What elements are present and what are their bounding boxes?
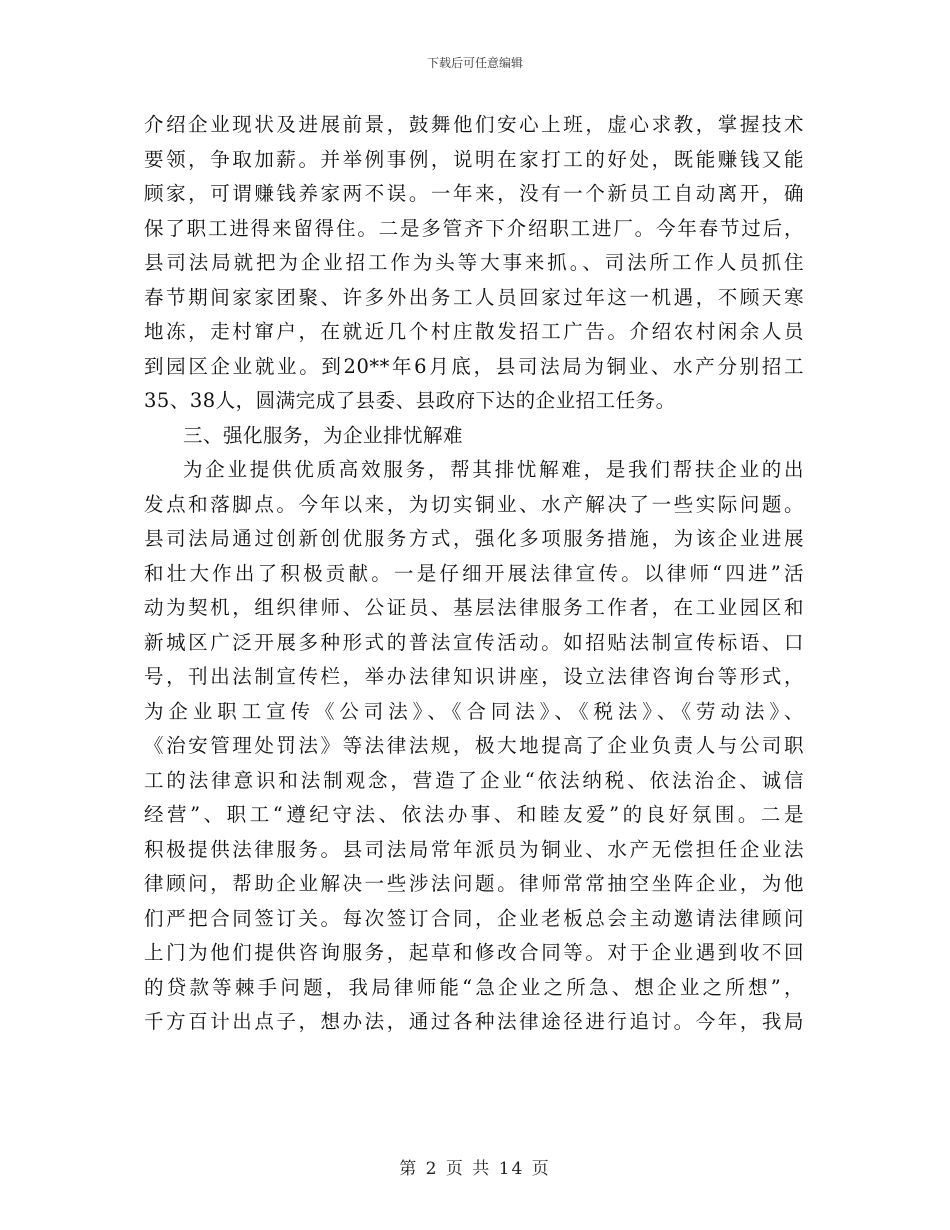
text-line: 工的法律意识和法制观念，营造了企业“依法纳税、依法治企、诚信: [144, 768, 804, 792]
page-header: 下载后可任意编辑: [426, 56, 523, 70]
text-line: 介绍企业现状及进展前景，鼓舞他们安心上班，虚心求教，掌握技术: [144, 113, 804, 136]
text-line: 地冻，走村窜户，在就近几个村庄散发招工广告。介绍农村闲余人员: [144, 320, 804, 343]
text-line: 动为契机，组织律师、公证员、基层法律服务工作者，在工业园区和: [144, 596, 804, 619]
text-line: 为企业职工宣传《公司法》、《合同法》、《税法》、《劳动法》、: [144, 699, 804, 723]
text-line: 《治安管理处罚法》等法律法规，极大地提高了企业负责人与公司职: [144, 734, 804, 757]
document-body: [144, 108, 804, 1040]
text-line: 千方百计出点子，想办法，通过各种法律途径进行追讨。今年，我局: [144, 1010, 804, 1033]
text-line: 为企业提供优质高效服务，帮其排忧解难，是我们帮扶企业的出: [183, 458, 804, 481]
text-line: 的贷款等棘手问题，我局律师能“急企业之所急、想企业之所想”，: [144, 975, 804, 999]
page-footer: 第 2 页 共 14 页: [399, 1159, 551, 1179]
text-line: 经营”、职工“遵纪守法、依法办事、和睦友爱”的良好氛围。二是: [144, 803, 804, 826]
text-line: 35、38人，圆满完成了县委、县政府下达的企业招工任务。: [144, 389, 676, 412]
text-line: 三、强化服务，为企业排忧解难: [183, 423, 464, 447]
text-line: 县司法局通过创新创优服务方式，强化多项服务措施，为该企业进展: [144, 527, 804, 550]
text-line: 保了职工进得来留得住。二是多管齐下介绍职工进厂。今年春节过后，: [144, 216, 804, 240]
text-line: 和壮大作出了积极贡献。一是仔细开展法律宣传。以律师“四进”活: [144, 561, 804, 585]
text-line: 号，刊出法制宣传栏，举办法律知识讲座，设立法律咨询台等形式，: [144, 665, 804, 688]
text-line: 上门为他们提供咨询服务，起草和修改合同等。对于企业遇到收不回: [144, 941, 804, 964]
text-line: 律顾问，帮助企业解决一些涉法问题。律师常常抽空坐阵企业，为他: [144, 872, 804, 895]
text-line: 新城区广泛开展多种形式的普法宣传活动。如招贴法制宣传标语、口: [144, 630, 804, 654]
text-line: 到园区企业就业。到20**年6月底，县司法局为铜业、水产分别招工: [144, 354, 804, 378]
text-line: 们严把合同签订关。每次签订合同，企业老板总会主动邀请法律顾问: [144, 906, 804, 930]
text-line: 发点和落脚点。今年以来，为切实铜业、水产解决了一些实际问题。: [144, 492, 804, 516]
text-line: 要领，争取加薪。并举例事例，说明在家打工的好处，既能赚钱又能: [144, 147, 804, 171]
text-line: 积极提供法律服务。县司法局常年派员为铜业、水产无偿担任企业法: [144, 837, 804, 861]
text-line: 春节期间家家团聚、许多外出务工人员回家过年这一机遇，不顾天寒: [144, 285, 804, 309]
text-line: 顾家，可谓赚钱养家两不误。一年来，没有一个新员工自动离开，确: [144, 182, 804, 205]
text-line: 县司法局就把为企业招工作为头等大事来抓。、司法所工作人员抓住: [144, 251, 804, 274]
